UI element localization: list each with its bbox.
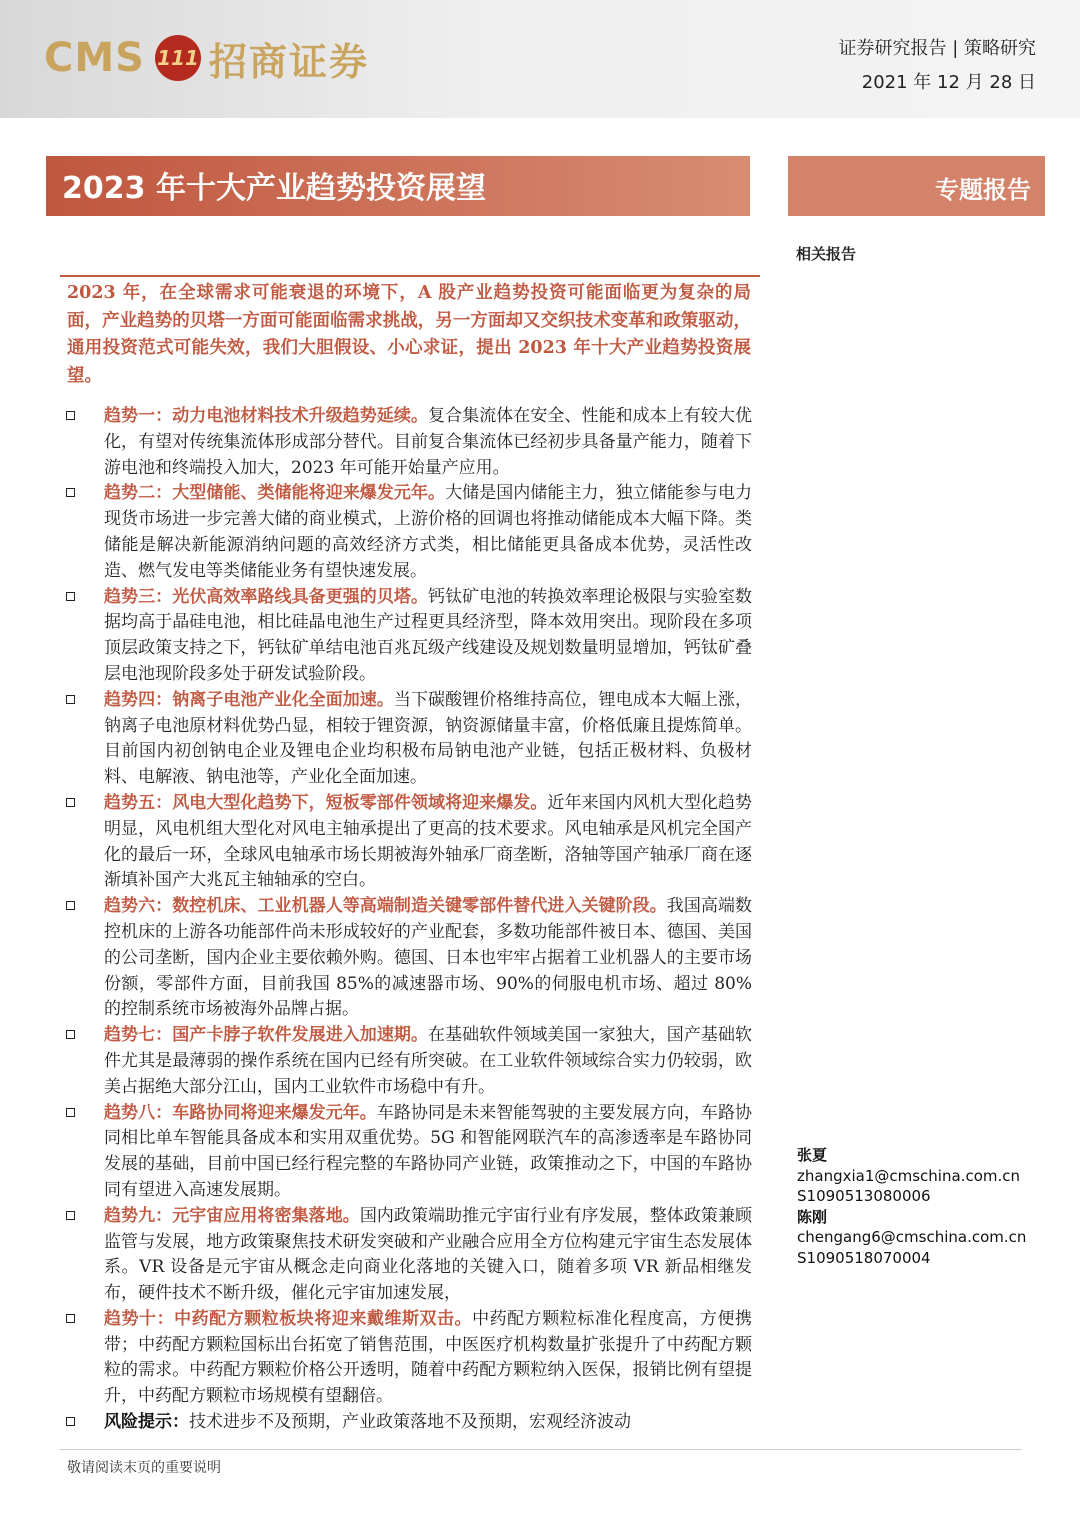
logo-emblem-icon: 111 <box>155 35 201 81</box>
square-bullet-icon <box>66 592 75 601</box>
trend-heading: 趋势九：元宇宙应用将密集落地。 <box>104 1205 360 1226</box>
trend-heading: 趋势八：车路协同将迎来爆发元年。 <box>104 1102 377 1123</box>
analyst-name: 张夏 <box>797 1146 828 1164</box>
trend-heading: 趋势六：数控机床、工业机器人等高端制造关键零部件替代进入关键阶段。 <box>104 896 667 917</box>
analyst-license-id: S1090518070004 <box>797 1248 931 1267</box>
trend-body: 钙钛矿电池的转换效率理论极限与实验室数据均高于晶硅电池，相比硅晶电池生产过程更具经济型，降本效用突出。现阶段在多项顶层政策支持之下，钙钛矿单结电池百兆瓦级产线建设及规划数量明显增加，钙钛矿叠层电池现阶段多处于研发试验阶段。 <box>104 586 753 684</box>
list-item <box>66 1204 752 1307</box>
list-item <box>66 585 752 688</box>
list-item <box>66 481 752 584</box>
list-item <box>66 1101 752 1204</box>
list-item <box>66 1023 752 1100</box>
page-title: 2023 年十大产业趋势投资展望 <box>62 171 486 206</box>
square-bullet-icon <box>66 1211 75 1220</box>
trend-body: 大储是国内储能主力，独立储能参与电力现货市场进一步完善大储的商业模式，上游价格的回调也将推动储能成本大幅下降。类储能是解决新能源消纳问题的高效经济方式类，相比储能更具备成本优势，灵活性改造、燃气发电等类储能业务有望快速发展。 <box>104 483 753 581</box>
list-item <box>66 688 752 791</box>
trend-body: 我国高端数控机床的上游各功能部件尚未形成较好的产业配套，多数功能部件被日本、德国、美国的公司垄断，国内企业主要依赖外购。德国、日本也牢牢占据着工业机器人的主要市场份额，零部件方面，目前我国 85%的减速器市场、90%的伺服电机市场、超过 80%的控制系统市场被海外品牌占据。 <box>104 896 753 1020</box>
trend-body: 国内政策端助推元宇宙行业有序发展，整体政策兼顾监管与发展，地方政策聚焦技术研发突破和产业融合应用全方位构建元宇宙生态发展体系。VR 设备是元宇宙从概念走向商业化落地的关键入口，随着多项 VR 新品相继发布，硬件技术不断升级，催化元宇宙加速发展， <box>104 1205 753 1304</box>
trend-heading: 趋势五：风电大型化趋势下，短板零部件领域将迎来爆发。 <box>104 792 548 813</box>
trend-body: 在基础软件领域美国一家独大，国产基础软件尤其是最薄弱的操作系统在国内已经有所突破。在工业软件领域综合实力仍较弱，欧美占据绝大部分江山，国内工业软件市场稳中有升。 <box>104 1025 753 1097</box>
analyst-email[interactable]: zhangxia1@cmschina.com.cn <box>797 1166 1021 1185</box>
list-item <box>66 404 752 481</box>
square-bullet-icon <box>66 695 75 704</box>
trend-body: 车路协同是未来智能驾驶的主要发展方向，车路协同相比单车智能具备成本和实用双重优势。5G 和智能网联汽车的高渗透率是车路协同发展的基础，目前中国已经行程完整的车路协同产业链，政策推动之下，中国的车路协同有望进入高速发展期。 <box>104 1102 753 1200</box>
summary-paragraph: 2023 年，在全球需求可能衰退的环境下，A 股产业趋势投资可能面临更为复杂的局面，产业趋势的贝塔一方面可能面临需求挑战，另一方面却又交织技术变革和政策驱动，通用投资范式可能失效，我们大胆假设、小心求证，提出 2023 年十大产业趋势投资展望。 <box>67 283 751 386</box>
risk-heading: 风险提示： <box>104 1412 189 1433</box>
square-bullet-icon <box>66 1030 75 1039</box>
trend-body: 中药配方颗粒标准化程度高，方便携带；中药配方颗粒国标出台拓宽了销售范围，中医医疗机构数量扩张提升了中药配方颗粒的需求。中药配方颗粒价格公开透明，随着中药配方颗粒纳入医保，报销比例有望提升，中药配方颗粒市场规模有望翻倍。 <box>104 1308 753 1407</box>
risk-body: 技术进步不及预期，产业政策落地不及预期，宏观经济波动 <box>189 1412 631 1433</box>
analyst-name: 陈刚 <box>797 1207 828 1226</box>
related-reports-label: 相关报告 <box>796 245 857 263</box>
report-header <box>0 0 1080 118</box>
report-tag-banner <box>788 156 1045 216</box>
logo-latin: CMS <box>44 35 145 81</box>
square-bullet-icon <box>66 901 75 910</box>
report-type: 证券研究报告 | 策略研究 <box>838 38 1036 59</box>
summary-divider <box>60 275 760 277</box>
square-bullet-icon <box>66 798 75 807</box>
trend-heading: 趋势四：钠离子电池产业化全面加速。 <box>104 689 394 710</box>
list-item <box>66 894 752 1023</box>
analyst-contacts <box>797 1145 1026 1268</box>
trend-heading: 趋势三：光伏高效率路线具备更强的贝塔。 <box>104 586 429 607</box>
list-item <box>66 1307 752 1410</box>
square-bullet-icon <box>66 1314 75 1323</box>
trend-heading: 趋势一：动力电池材料技术升级趋势延续。 <box>104 406 429 426</box>
report-date: 2021 年 12 月 28 日 <box>861 72 1036 93</box>
list-item <box>66 791 752 894</box>
trend-body: 复合集流体在安全、性能和成本上有较大优化，有望对传统集流体形成部分替代。目前复合集流体已经初步具备量产能力，随着下游电池和终端投入加大，2023 年可能开始量产应用。 <box>104 406 753 478</box>
trend-heading: 趋势二：大型储能、类储能将迎来爆发元年。 <box>104 483 446 504</box>
analyst-license-id: S1090513080006 <box>797 1187 931 1205</box>
analyst-email[interactable]: chengang6@cmschina.com.cn <box>797 1228 1027 1246</box>
square-bullet-icon <box>66 1108 75 1117</box>
risk-item <box>66 1410 752 1436</box>
footer-disclaimer: 敬请阅读末页的重要说明 <box>67 1460 221 1476</box>
square-bullet-icon <box>66 1417 75 1426</box>
footer-divider <box>60 1449 1022 1450</box>
trend-body: 当下碳酸锂价格维持高位，锂电成本大幅上涨，钠离子电池原材料优势凸显，相较于锂资源，钠资源储量丰富，价格低廉且提炼简单。目前国内初创钠电企业及锂电企业均积极布局钠电池产业链，包括正极材料、负极材料、电解液、钠电池等，产业化全面加速。 <box>104 689 753 788</box>
square-bullet-icon <box>66 411 75 420</box>
title-banner <box>46 156 750 216</box>
header-meta <box>838 34 1036 94</box>
logo-chinese: 招商证券 <box>208 39 369 84</box>
square-bullet-icon <box>66 488 75 497</box>
trend-heading: 趋势十：中药配方颗粒板块将迎来戴维斯双击。 <box>104 1308 473 1329</box>
company-logo <box>44 30 369 86</box>
trend-list <box>66 404 752 1436</box>
trend-heading: 趋势七：国产卡脖子软件发展进入加速期。 <box>104 1025 429 1046</box>
report-tag: 专题报告 <box>935 175 1031 204</box>
trend-body: 近年来国内风机大型化趋势明显，风电机组大型化对风电主轴承提出了更高的技术要求。风电轴承是风机完全国产化的最后一环，全球风电轴承市场长期被海外轴承厂商垄断，洛轴等国产轴承厂商在逐渐填补国产大兆瓦主轴轴承的空白。 <box>104 792 753 891</box>
